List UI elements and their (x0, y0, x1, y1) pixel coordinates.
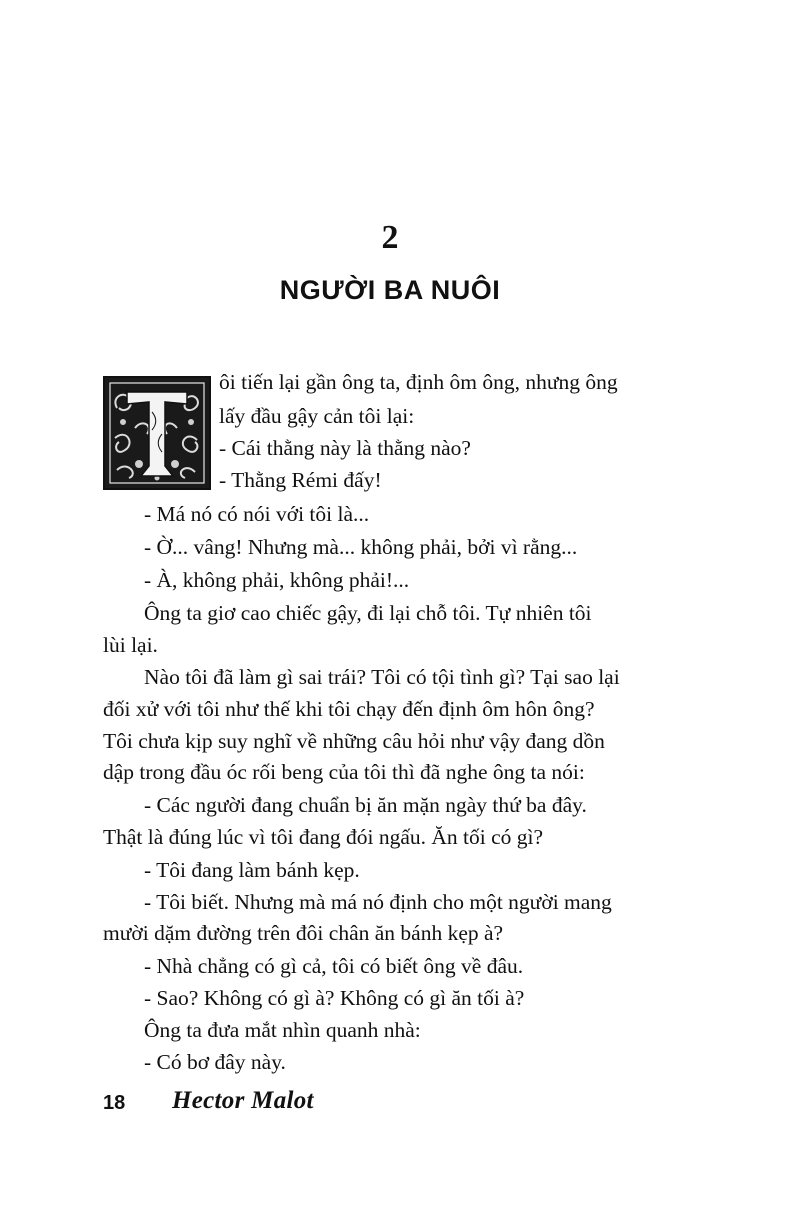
chapter-title: NGƯỜI BA NUÔI (279, 275, 501, 305)
text-line: - À, không phải, không phải!... (144, 568, 410, 592)
text-line: - Các người đang chuẩn bị ăn mặn ngày thứ ba đây. (144, 793, 587, 817)
text-line: mười dặm đường trên đôi chân ăn bánh kẹp à? (103, 921, 504, 945)
text-line: - Ờ... vâng! Nhưng mà... không phải, bởi vì rằng... (144, 535, 578, 559)
text-line: dập trong đầu óc rối beng của tôi thì đã nghe ông ta nói: (103, 760, 585, 784)
text-line: Ông ta đưa mắt nhìn quanh nhà: (144, 1018, 421, 1042)
text-line: - Má nó có nói với tôi là... (144, 502, 370, 526)
dropcap-ornament (103, 376, 211, 490)
text-line: - Cái thằng này là thằng nào? (219, 436, 471, 460)
page-number: 18 (103, 1092, 126, 1114)
text-line: - Tôi biết. Nhưng mà má nó định cho một người mang (144, 890, 612, 914)
text-line: Ông ta giơ cao chiếc gậy, đi lại chỗ tôi. Tự nhiên tôi (144, 601, 592, 625)
text-line: lấy đầu gậy cản tôi lại: (219, 404, 415, 428)
text-line: Thật là đúng lúc vì tôi đang đói ngấu. Ăn tối có gì? (103, 825, 544, 849)
text-line: đối xử với tôi như thế khi tôi chạy đến định ôm hôn ông? (103, 697, 595, 721)
text-line: - Có bơ đây này. (144, 1050, 286, 1074)
text-line: lùi lại. (103, 633, 158, 657)
text-line: Nào tôi đã làm gì sai trái? Tôi có tội tình gì? Tại sao lại (144, 665, 620, 689)
text-line: - Thằng Rémi đấy! (219, 468, 382, 492)
text-line: Tôi chưa kịp suy nghĩ về những câu hỏi như vậy đang dồn (103, 729, 605, 753)
text-line: ôi tiến lại gần ông ta, định ôm ông, nhưng ông (219, 370, 618, 394)
ornamental-initial-icon (105, 378, 209, 488)
text-line: - Nhà chẳng có gì cả, tôi có biết ông về đâu. (144, 954, 524, 978)
chapter-number: 2 (381, 219, 399, 256)
text-line: - Sao? Không có gì à? Không có gì ăn tối à? (144, 986, 525, 1010)
text-line: - Tôi đang làm bánh kẹp. (144, 858, 360, 882)
author-name: Hector Malot (172, 1087, 314, 1114)
